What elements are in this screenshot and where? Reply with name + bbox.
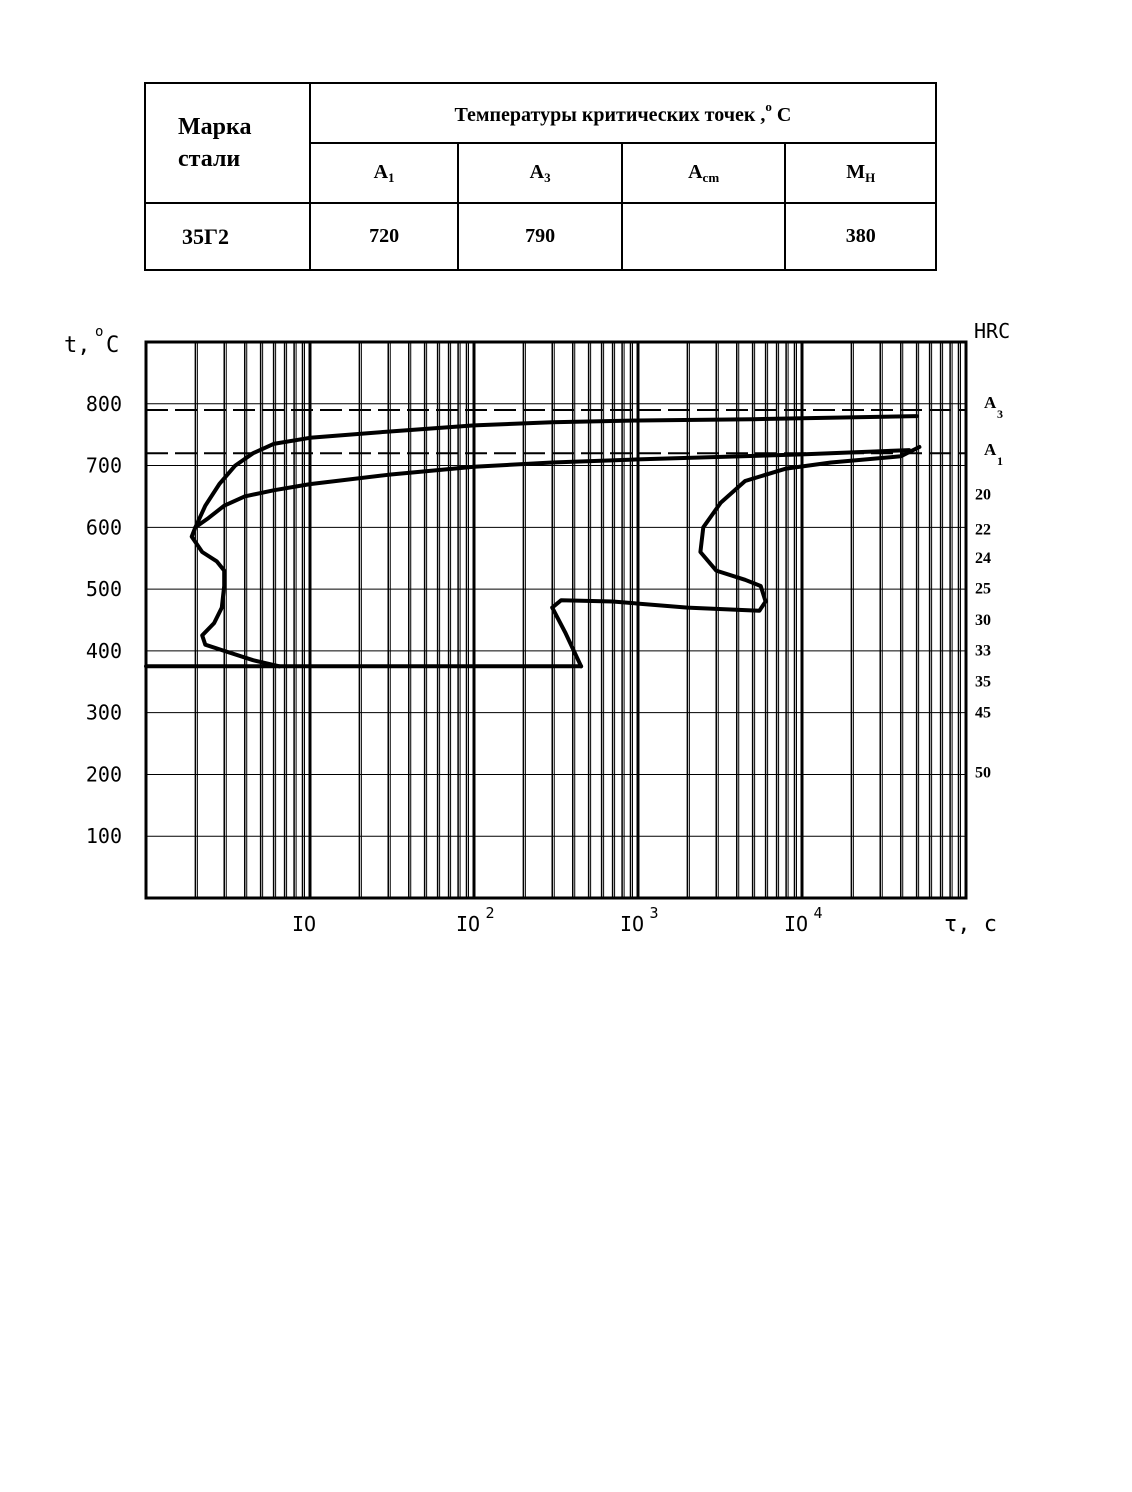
transformation-curve bbox=[552, 447, 919, 666]
col-letter: A bbox=[688, 160, 703, 183]
x-tick-exponent: 2 bbox=[485, 904, 495, 922]
table-title-cell bbox=[310, 83, 936, 143]
critical-line-label-sub: 3 bbox=[997, 406, 1003, 421]
transformation-curve bbox=[195, 416, 916, 527]
critical-points-table bbox=[144, 82, 937, 271]
table-title-degree: o bbox=[765, 99, 772, 114]
hrc-value-label: 25 bbox=[975, 580, 991, 598]
critical-line-label: A bbox=[984, 440, 997, 460]
value-a1: 720 bbox=[310, 203, 459, 270]
hrc-axis-label: HRC bbox=[974, 319, 1011, 343]
y-tick-label: 200 bbox=[85, 762, 122, 787]
col-letter: A bbox=[373, 160, 389, 183]
x-tick-label: IO bbox=[783, 912, 809, 936]
y-tick-label: 400 bbox=[85, 638, 122, 663]
hrc-value-label: 50 bbox=[975, 764, 991, 782]
col-sub: H bbox=[865, 169, 876, 185]
hrc-value-label: 30 bbox=[975, 611, 991, 629]
value-a3: 790 bbox=[458, 203, 622, 270]
ttt-diagram bbox=[0, 300, 1132, 960]
y-axis-label: t, bbox=[64, 333, 91, 358]
col-header-a1 bbox=[310, 143, 459, 203]
x-tick-exponent: 4 bbox=[813, 904, 823, 922]
hrc-value-label: 33 bbox=[975, 642, 991, 660]
x-tick-label: IO bbox=[291, 912, 317, 936]
value-mh: 380 bbox=[785, 203, 936, 270]
x-tick-label: IO bbox=[455, 912, 481, 936]
table-title-unit: C bbox=[771, 104, 792, 126]
y-tick-label: 600 bbox=[85, 515, 122, 540]
hrc-value-label: 22 bbox=[975, 521, 991, 539]
grade-header-line1: Марка bbox=[178, 114, 252, 140]
hrc-value-label: 45 bbox=[975, 704, 991, 722]
grade-value: 35Г2 bbox=[145, 203, 310, 270]
col-sub: 1 bbox=[388, 169, 395, 185]
grade-header-cell bbox=[145, 83, 310, 203]
value-acm bbox=[622, 203, 786, 270]
x-tick-exponent: 3 bbox=[649, 904, 659, 922]
y-tick-label: 300 bbox=[85, 700, 122, 725]
col-letter: M bbox=[846, 160, 866, 183]
col-sub: cm bbox=[702, 169, 720, 185]
x-axis-label: τ, c bbox=[944, 912, 997, 937]
col-sub: 3 bbox=[544, 169, 551, 185]
y-axis-label-unit: C bbox=[106, 333, 120, 358]
x-tick-label: IO bbox=[619, 912, 645, 936]
plot-frame bbox=[146, 342, 966, 898]
col-header-mh bbox=[785, 143, 936, 203]
hrc-value-label: 35 bbox=[975, 673, 991, 691]
col-header-acm bbox=[622, 143, 786, 203]
hrc-value-label: 24 bbox=[975, 549, 991, 567]
hrc-value-label: 20 bbox=[975, 486, 991, 504]
critical-line-label: A bbox=[984, 392, 997, 412]
y-tick-label: 800 bbox=[85, 391, 122, 416]
table-title: Температуры критических точек , bbox=[454, 104, 766, 126]
y-axis-label-degree: o bbox=[95, 324, 104, 340]
grade-header-line2: стали bbox=[178, 146, 241, 172]
col-header-a3 bbox=[458, 143, 622, 203]
critical-line-label-sub: 1 bbox=[997, 454, 1003, 469]
y-tick-label: 700 bbox=[85, 453, 122, 478]
y-tick-label: 500 bbox=[85, 577, 122, 602]
col-letter: A bbox=[529, 160, 545, 183]
y-tick-label: 100 bbox=[85, 824, 122, 849]
